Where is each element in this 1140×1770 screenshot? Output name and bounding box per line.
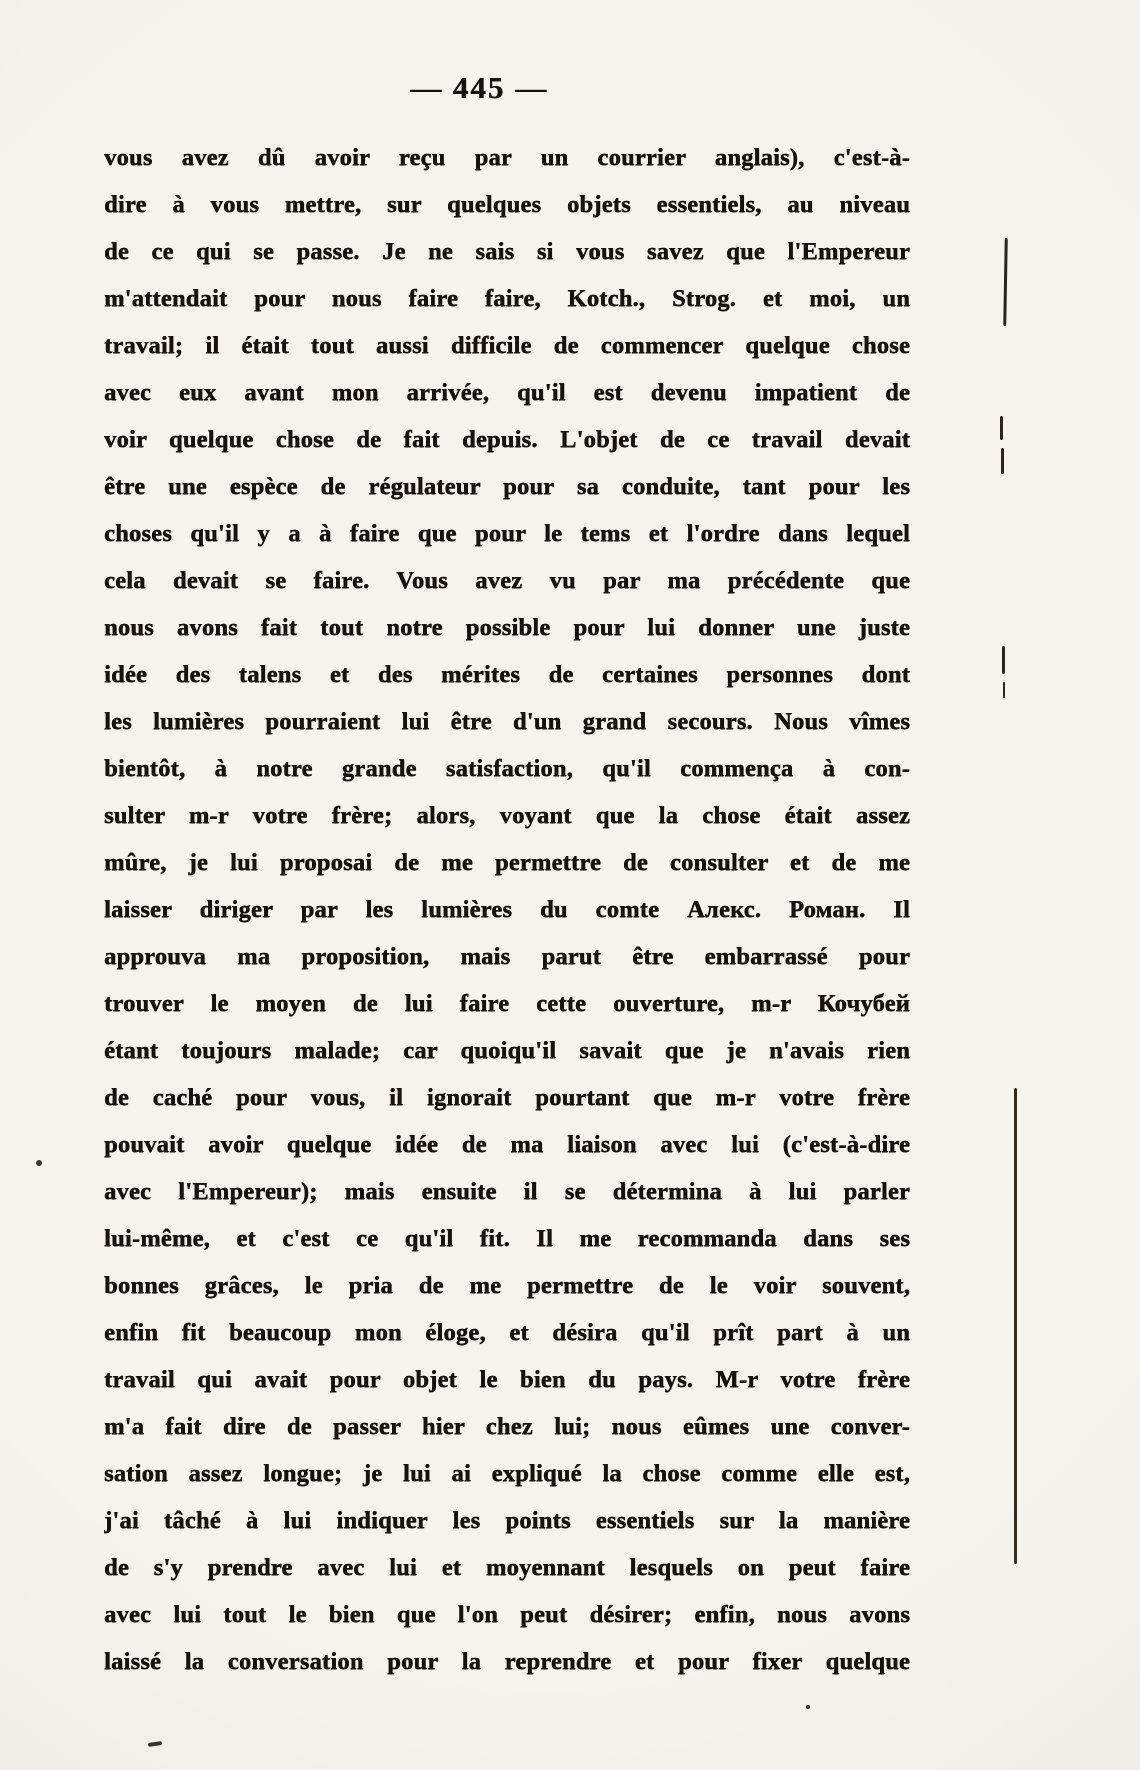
text-line: enfin fit beaucoup mon éloge, et désira qu'il prît part à un <box>104 1319 910 1346</box>
text-line: travail qui avait pour objet le bien du pays. M-r votre frère <box>104 1366 910 1393</box>
margin-mark <box>1003 238 1008 326</box>
text-line: sation assez longue; je lui ai expliqué la chose comme elle est, <box>104 1460 910 1487</box>
text-line: nous avons fait tout notre possible pour lui donner une juste <box>104 614 910 641</box>
text-line: cela devait se faire. Vous avez vu par ma précédente que <box>104 567 910 594</box>
page-number: — 445 — <box>410 70 548 105</box>
text-line: étant toujours malade; car quoiqu'il savait que je n'avais rien <box>104 1037 910 1064</box>
margin-mark <box>1002 646 1005 674</box>
text-line: laisser diriger par les lumières du comte Алекс. Роман. Il <box>104 896 910 923</box>
text-line: lui-même, et c'est ce qu'il fit. Il me recommanda dans ses <box>104 1225 910 1252</box>
margin-mark <box>1000 416 1003 440</box>
text-line: voir quelque chose de fait depuis. L'objet de ce travail devait <box>104 426 910 453</box>
text-line: j'ai tâché à lui indiquer les points essentiels sur la manière <box>104 1507 910 1534</box>
text-line: dire à vous mettre, sur quelques objets essentiels, au niveau <box>104 191 910 218</box>
margin-mark <box>1001 448 1004 474</box>
text-line: m'a fait dire de passer hier chez lui; nous eûmes une conver- <box>104 1413 910 1440</box>
text-line: idée des talens et des mérites de certaines personnes dont <box>104 661 910 688</box>
text-line: de s'y prendre avec lui et moyennant lesquels on peut faire <box>104 1554 910 1581</box>
text-line: être une espèce de régulateur pour sa conduite, tant pour les <box>104 473 910 500</box>
text-line: sulter m-r votre frère; alors, voyant que la chose était assez <box>104 802 910 829</box>
ink-speck <box>806 1705 810 1709</box>
ink-speck <box>36 1160 42 1166</box>
text-line: choses qu'il y a à faire que pour le tems et l'ordre dans lequel <box>104 520 910 547</box>
text-line: mûre, je lui proposai de me permettre de consulter et de me <box>104 849 910 876</box>
text-line: avec eux avant mon arrivée, qu'il est devenu impatient de <box>104 379 910 406</box>
body-text <box>104 134 910 1685</box>
text-line: de caché pour vous, il ignorait pourtant que m-r votre frère <box>104 1084 910 1111</box>
text-line: de ce qui se passe. Je ne sais si vous savez que l'Empereur <box>104 238 910 265</box>
text-line: trouver le moyen de lui faire cette ouverture, m-r Кочубей <box>104 990 910 1017</box>
text-line: vous avez dû avoir reçu par un courrier anglais), c'est-à- <box>104 144 910 171</box>
text-line: avec lui tout le bien que l'on peut désirer; enfin, nous avons <box>104 1601 910 1628</box>
text-line: bientôt, à notre grande satisfaction, qu'il commença à con- <box>104 755 910 782</box>
ink-speck <box>148 1741 162 1747</box>
text-line: approuva ma proposition, mais parut être embarrassé pour <box>104 943 910 970</box>
text-line: m'attendait pour nous faire faire, Kotch., Strog. et moi, un <box>104 285 910 312</box>
margin-mark <box>1003 682 1005 698</box>
text-line: les lumières pourraient lui être d'un grand secours. Nous vîmes <box>104 708 910 735</box>
text-line: laissé la conversation pour la reprendre et pour fixer quelque <box>104 1648 910 1675</box>
page-edge-line <box>1014 1088 1017 1564</box>
text-line: pouvait avoir quelque idée de ma liaison avec lui (c'est-à-dire <box>104 1131 910 1158</box>
text-line: avec l'Empereur); mais ensuite il se détermina à lui parler <box>104 1178 910 1205</box>
text-line: travail; il était tout aussi difficile de commencer quelque chose <box>104 332 910 359</box>
text-line: bonnes grâces, le pria de me permettre de le voir souvent, <box>104 1272 910 1299</box>
